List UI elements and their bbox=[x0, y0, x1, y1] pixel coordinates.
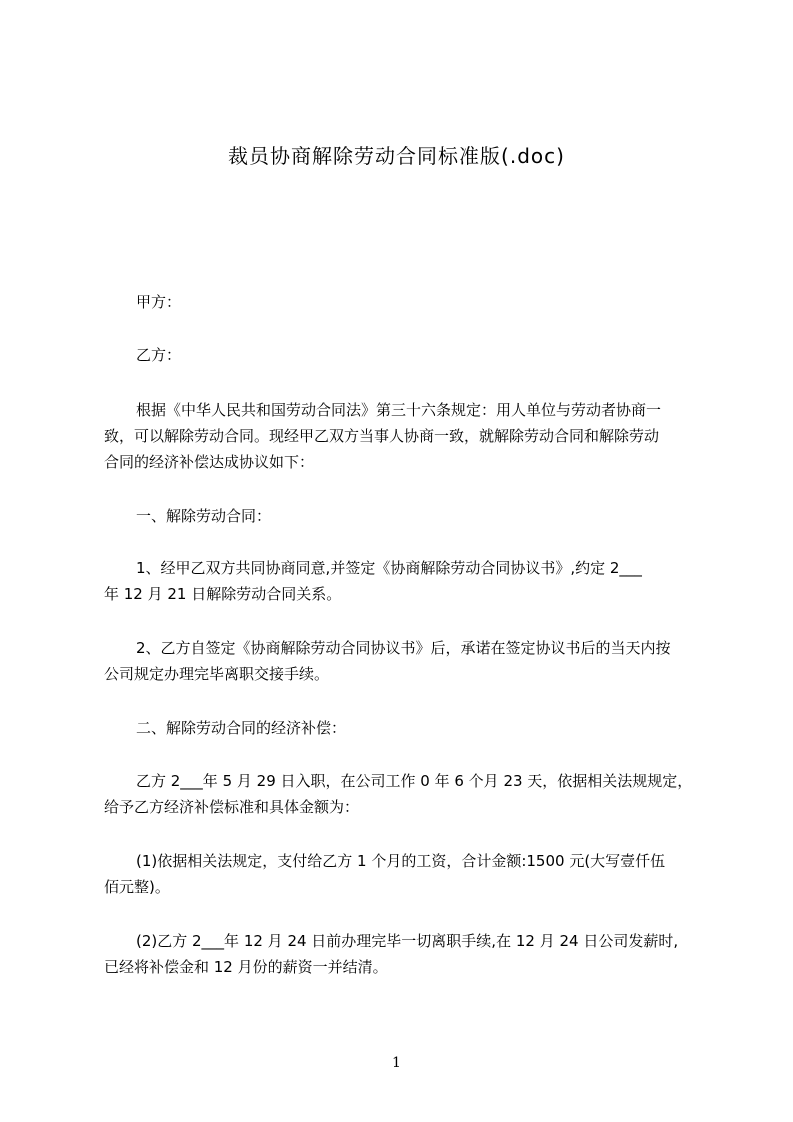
clause-line: 乙方 2___年 5 月 29 日入职，在公司工作 0 年 6 个月 23 天，依据相关法规规定， bbox=[136, 772, 693, 790]
clause-line: (2)乙方 2___年 12 月 24 日前办理完毕一切离职手续,在 12 月 24 日公司发薪时, bbox=[136, 932, 679, 950]
clause-line: 年 12 月 21 日解除劳动合同关系。 bbox=[104, 585, 342, 603]
intro-line: 合同的经济补偿达成协议如下： bbox=[104, 453, 315, 471]
page-number: 1 bbox=[392, 1055, 401, 1071]
clause-line: 佰元整)。 bbox=[104, 878, 170, 896]
document-title: 裁员协商解除劳动合同标准版(.doc) bbox=[228, 144, 565, 168]
party-a-label: 甲方： bbox=[136, 293, 182, 311]
section-heading: 一、解除劳动合同： bbox=[136, 507, 272, 525]
clause-line: 公司规定办理完毕离职交接手续。 bbox=[104, 665, 330, 683]
clause-line: 1、经甲乙双方共同协商同意,并签定《协商解除劳动合同协议书》,约定 2___ bbox=[136, 559, 642, 577]
intro-line: 致，可以解除劳动合同。现经甲乙双方当事人协商一致，就解除劳动合同和解除劳动 bbox=[104, 427, 660, 445]
clause-line: (1)依据相关法规定，支付给乙方 1 个月的工资，合计金额:1500 元(大写壹仟伍 bbox=[136, 852, 666, 870]
clause-line: 给予乙方经济补偿标准和具体金额为： bbox=[104, 798, 360, 816]
party-b-label: 乙方： bbox=[136, 346, 182, 364]
clause-line: 2、乙方自签定《协商解除劳动合同协议书》后，承诺在签定协议书后的当天内按 bbox=[136, 639, 671, 657]
section-heading: 二、解除劳动合同的经济补偿： bbox=[136, 719, 347, 737]
intro-line: 根据《中华人民共和国劳动合同法》第三十六条规定：用人单位与劳动者协商一 bbox=[136, 401, 662, 419]
clause-line: 已经将补偿金和 12 月份的薪资一并结清。 bbox=[104, 958, 388, 976]
